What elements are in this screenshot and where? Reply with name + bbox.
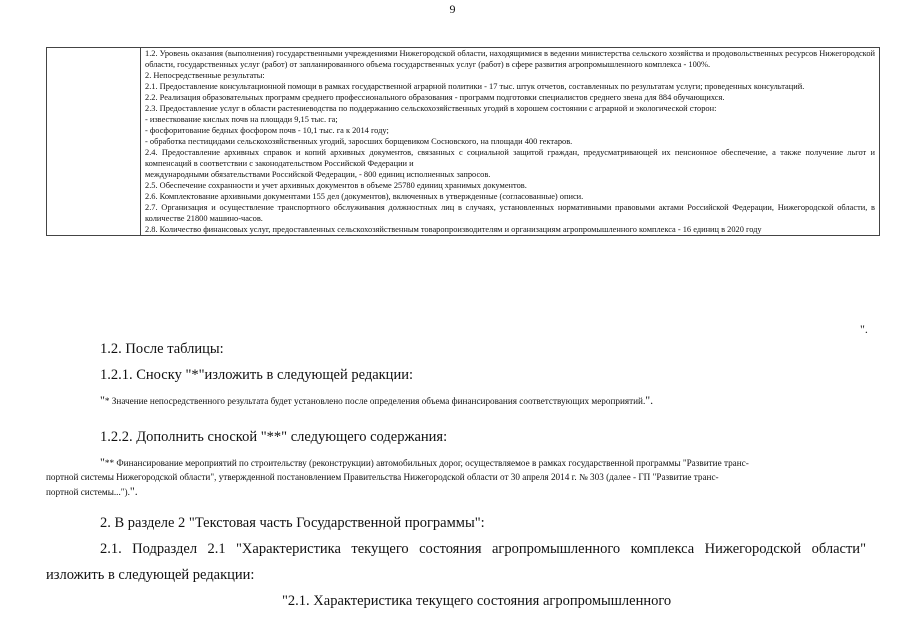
section-1-2-2: 1.2.2. Дополнить сноской "**" следующего содержания:: [100, 429, 448, 445]
indicators-table: [46, 47, 880, 236]
table-line: 2.3. Предоставление услуг в области растениеводства по поддержанию сельскохозяйственных угодий в хорошем состоянии с аграрной и экологической сторон:: [145, 104, 717, 113]
table-line: международными обязательствами Российской Федерации, - 800 единиц исполненных запросов.: [145, 170, 491, 179]
table-line: - известкование кислых почв на площади 9,15 тыс. га;: [145, 115, 338, 124]
footnote-close-quote: ".: [129, 484, 138, 498]
subsection-heading: "2.1. Характеристика текущего состояния агропромышленного: [282, 593, 672, 609]
table-line: 2.8. Количество финансовых услуг, предоставленных сельскохозяйственным товаропроизводителям и организациям агропромышленного комплекса - 16 единиц в 2020 году: [145, 225, 762, 234]
table-left-cell: [47, 48, 141, 236]
table-line: 2.5. Обеспечение сохранности и учет архивных документов в объеме 25780 единиц хранимых документов.: [145, 181, 527, 190]
footnote-double-star: [46, 455, 876, 499]
footnote-double-star-line-1: [46, 455, 876, 470]
footnote-star: [100, 393, 860, 408]
section-2-1-line-1: 2.1. Подраздел 2.1 "Характеристика текущего состояния агропромышленного комплекса Нижегородской области": [100, 541, 866, 557]
table-right-cell: [141, 48, 880, 236]
footnote-text: ** Финансирование мероприятий по строительству (реконструкции) автомобильных дорог, осуществляемое в рамках государственной программы "Развитие транс-: [104, 458, 749, 468]
footnote-text: портной системы...").: [46, 487, 130, 497]
section-2-1-line-2: изложить в следующей редакции:: [46, 567, 255, 583]
footnote-double-star-line-2: портной системы Нижегородской области", утвержденной постановлением Правительства Нижегородской области от 30 апреля 2014 г. № 303 (далее - ГП "Развитие транс-: [46, 472, 719, 482]
footnote-star-text: * Значение непосредственного результата будет установлено после определения объема финансирования соответствующих мероприятий.: [104, 396, 646, 406]
table-line: 2.6. Комплектование архивными документами 155 дел (документов), включенных в утвержденные (согласованные) описи.: [145, 192, 584, 201]
footnote-open-quote: ": [100, 393, 105, 407]
footnote-close-quote: ".: [645, 393, 654, 407]
section-1-2: 1.2. После таблицы:: [100, 341, 224, 357]
table-line: 1.2. Уровень оказания (выполнения) государственными учреждениями Нижегородской области, находящимися в ведении министерства сельского хозяйства и продовольственных ресурсов Нижегородской области, государственных услуг (работ) от запланированного объема государственных услуг (работ) в сфере развития агропромышленного комплекса - 100%.: [145, 49, 875, 69]
table-line: - обработка пестицидами сельскохозяйственных угодий, заросших борщевиком Сосновского, на площади 400 гектаров.: [145, 137, 573, 146]
table-line: - фосфоритование бедных фосфором почв - 10,1 тыс. га к 2014 году;: [145, 126, 389, 135]
footnote-double-star-line-3: [46, 484, 876, 499]
footnote-open-quote: ": [100, 455, 105, 469]
section-1-2-1: 1.2.1. Сноску "*"изложить в следующей редакции:: [100, 367, 413, 383]
table-line: 2.1. Предоставление консультационной помощи в рамках государственной аграрной политики - 17 тыс. штук отчетов, составленных по результатам услуги; проведенных консультаций.: [145, 82, 805, 91]
table-line: 2.7. Организация и осуществление транспортного обслуживания должностных лиц в случаях, установленных нормативными правовыми актами Российской Федерации, Нижегородской области, в количестве 21800 машино-часов.: [145, 203, 875, 223]
table-line: 2. Непосредственные результаты:: [145, 71, 265, 80]
table-line: 2.4. Предоставление архивных справок и копий архивных документов, связанных с социальной защитой граждан, предусматривающей их пенсионное обеспечение, а также получение льгот и компенсаций в соответствии с законодательством Российской Федерации и: [145, 148, 875, 168]
table-line: 2.2. Реализация образовательных программ среднего профессионального образования - программ подготовки специалистов среднего звена для 884 обучающихся.: [145, 93, 725, 102]
table-close-quote: ".: [860, 322, 868, 336]
section-2: 2. В разделе 2 "Текстовая часть Государственной программы":: [100, 515, 485, 531]
table-row: [47, 48, 880, 236]
page-number: 9: [449, 2, 456, 16]
